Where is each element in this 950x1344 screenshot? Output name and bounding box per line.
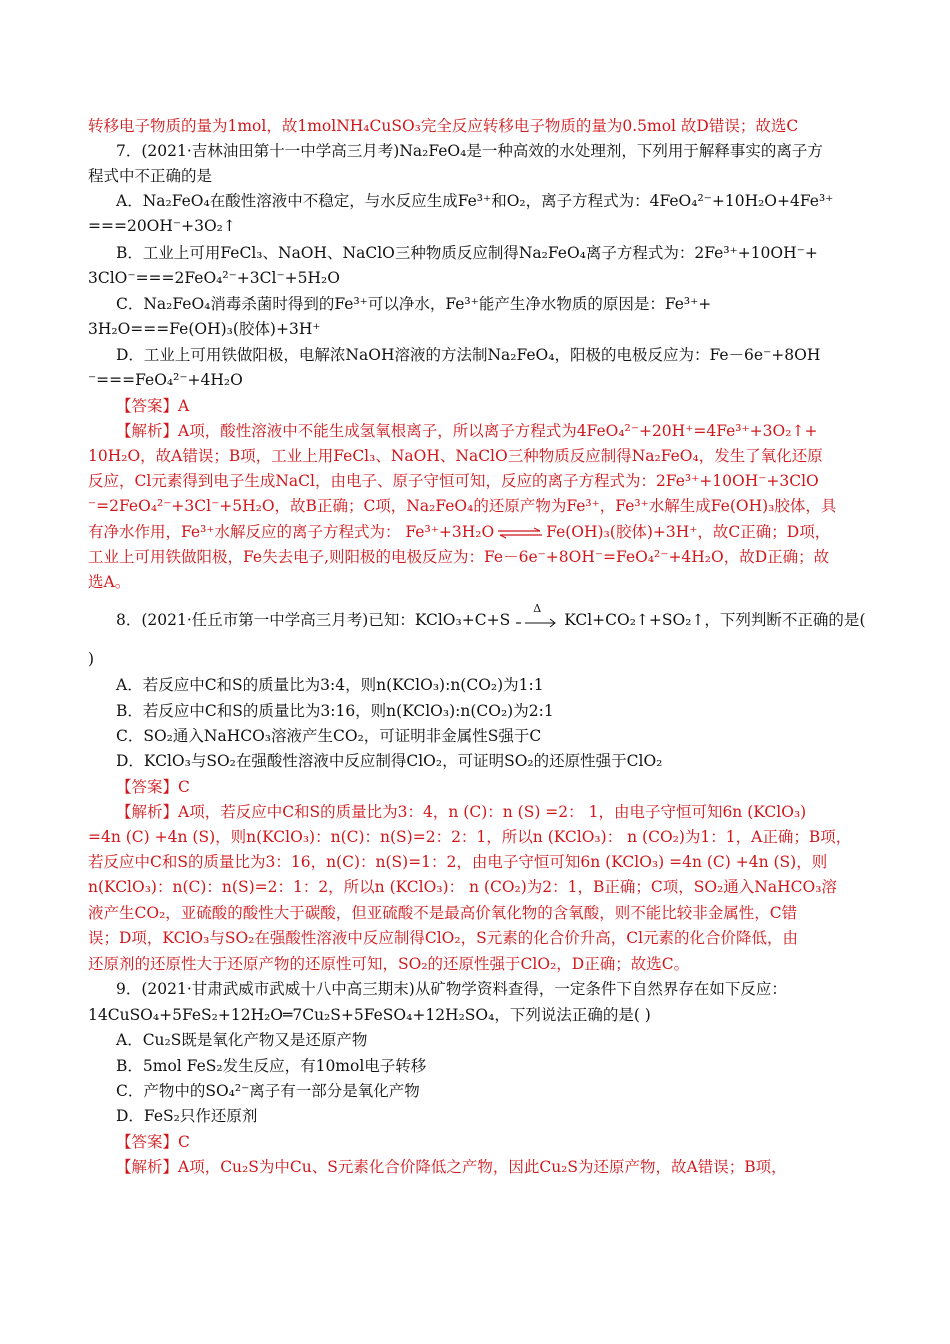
q9-answer: 【答案】C — [116, 1133, 190, 1151]
q7-analysis-line4: ⁻=2FeO₄²⁻+3Cl⁻+5H₂O，故B正确；C项，Na₂FeO₄的还原产物为Fe³⁺，Fe³⁺水解生成Fe(OH)₃胶体，具 — [88, 497, 837, 515]
q7-stem-line1: 7．(2021·吉林油田第十一中学高三月考)Na₂FeO₄是一种高效的水处理剂，下列用于解释事实的离子方 — [116, 142, 823, 160]
q7-option-b-line2: 3ClO⁻===2FeO₄²⁻+3Cl⁻+5H₂O — [88, 269, 340, 287]
q8-stem-line2: ) — [88, 650, 95, 668]
heat-symbol: Δ — [533, 602, 542, 615]
q7-option-d-line2: ⁻===FeO₄²⁻+4H₂O — [88, 371, 243, 389]
q7-option-b-line1: B．工业上可用FeCl₃、NaOH、NaClO三种物质反应制得Na₂FeO₄离子方程式为：2Fe³⁺+10OH⁻+ — [116, 244, 818, 262]
q8-option-a: A．若反应中C和S的质量比为3:4，则n(KClO₃):n(CO₂)为1:1 — [116, 676, 544, 694]
q7-analysis-line3: 反应，Cl元素得到电子生成NaCl，由电子、原子守恒可知，反应的离子方程式为：2Fe³⁺+10OH⁻+3ClO — [88, 472, 819, 490]
q8-analysis-line1: 【解析】A项，若反应中C和S的质量比为3：4，n (C)：n (S) =2： 1，由电子守恒可知6n (KClO₃) — [116, 803, 807, 821]
intro-text: 转移电子物质的量为1mol，故1molNH₄CuSO₃完全反应转移电子物质的量为0.5mol 故D错误；故选C — [88, 117, 799, 135]
q7-analysis-line1: 【解析】A项，酸性溶液中不能生成氢氧根离子，所以离子方程式为4FeO₄²⁻+20H⁺=4Fe³⁺+3O₂↑+ — [116, 422, 818, 440]
q7-analysis-line5-left: 有净水作用，Fe³⁺水解反应的离子方程式为： Fe³⁺+3H₂O — [88, 523, 495, 541]
heat-arrow — [514, 602, 560, 632]
q7-option-c-line1: C．Na₂FeO₄消毒杀菌时得到的Fe³⁺可以净水，Fe³⁺能产生净水物质的原因是：Fe³⁺+ — [116, 295, 712, 313]
q8-analysis-line7: 还原剂的还原性大于还原产物的还原性可知，SO₂的还原性强于ClO₂，D正确；故选C。 — [88, 955, 690, 973]
q7-analysis-line2: 10H₂O，故A错误；B项，工业上用FeCl₃、NaOH、NaClO三种物质反应制得Na₂FeO₄，发生了氧化还原 — [88, 447, 823, 465]
q7-option-a-line2: ===20OH⁻+3O₂↑ — [88, 217, 236, 235]
q9-option-c: C．产物中的SO₄²⁻离子有一部分是氧化产物 — [116, 1082, 420, 1100]
q8-stem-line1 — [116, 602, 866, 632]
q8-option-b: B．若反应中C和S的质量比为3:16，则n(KClO₃):n(CO₂)为2:1 — [116, 702, 554, 720]
q9-option-b: B．5mol FeS₂发生反应，有10mol电子转移 — [116, 1057, 427, 1075]
q7-stem-line2: 程式中不正确的是 — [88, 167, 213, 185]
q9-option-d: D．FeS₂只作还原剂 — [116, 1107, 258, 1125]
q9-option-a: A．Cu₂S既是氧化产物又是还原产物 — [116, 1031, 368, 1049]
q8-stem-right: KCl+CO₂↑+SO₂↑，下列判断不正确的是( — [564, 611, 866, 629]
q7-analysis-line6: 工业上可用铁做阳极，Fe失去电子,则阳极的电极反应为：Fe－6e⁻+8OH⁻=FeO₄²⁻+4H₂O，故D正确；故 — [88, 548, 830, 566]
q7-analysis-line5-right: Fe(OH)₃(胶体)+3H⁺，故C正确；D项， — [546, 523, 831, 541]
equilibrium-arrow-icon — [496, 527, 544, 539]
q8-analysis-line4: n(KClO₃)：n(C)：n(S)=2：1：2，所以n (KClO₃)： n (CO₂)为2：1，B正确；C项，SO₂通入NaHCO₃溶 — [88, 878, 837, 896]
q8-option-d: D．KClO₃与SO₂在强酸性溶液中反应制得ClO₂，可证明SO₂的还原性强于ClO₂ — [116, 752, 663, 770]
q7-analysis-line5 — [88, 521, 830, 543]
q8-stem-left: 8．(2021·任丘市第一中学高三月考)已知：KClO₃+C+S — [116, 611, 511, 629]
q8-answer: 【答案】C — [116, 778, 190, 796]
q8-analysis-line5: 液产生CO₂，亚硫酸的酸性大于碳酸，但亚硫酸不是最高价氧化物的含氧酸，则不能比较非金属性，C错 — [88, 904, 798, 922]
q9-stem-line1: 9．(2021·甘肃武威市武威十八中高三期末)从矿物学资料查得，一定条件下自然界存在如下反应： — [116, 980, 787, 998]
q8-analysis-line6: 误；D项，KClO₃与SO₂在强酸性溶液中反应制得ClO₂，S元素的化合价升高，Cl元素的化合价降低，由 — [88, 929, 799, 947]
q7-option-a-line1: A．Na₂FeO₄在酸性溶液中不稳定，与水反应生成Fe³⁺和O₂，离子方程式为：4FeO₄²⁻+10H₂O+4Fe³⁺ — [116, 192, 834, 210]
q7-option-c-line2: 3H₂O===Fe(OH)₃(胶体)+3H⁺ — [88, 320, 321, 338]
q8-option-c: C．SO₂通入NaHCO₃溶液产生CO₂，可证明非金属性S强于C — [116, 727, 542, 745]
q7-answer: 【答案】A — [116, 397, 190, 415]
q9-analysis-line1: 【解析】A项，Cu₂S为中Cu、S元素化合价降低之产物，因此Cu₂S为还原产物，故A错误；B项， — [116, 1158, 787, 1176]
q7-option-d-line1: D．工业上可用铁做阳极，电解浓NaOH溶液的方法制Na₂FeO₄，阳极的电极反应为：Fe－6e⁻+8OH — [116, 346, 821, 364]
q7-analysis-line7: 选A。 — [88, 573, 131, 591]
q8-analysis-line3: 若反应中C和S的质量比为3：16，n(C)：n(S)=1：2，由电子守恒可知6n (KClO₃) =4n (C) +4n (S)，则 — [88, 853, 828, 871]
q9-stem-line2: 14CuSO₄+5FeS₂+12H₂O═7Cu₂S+5FeSO₄+12H₂SO₄，下列说法正确的是( ) — [88, 1006, 651, 1024]
q8-analysis-line2: =4n (C) +4n (S)，则n(KClO₃)：n(C)：n(S)=2：2：1，所以n (KClO₃)： n (CO₂)为1：1，A正确；B项， — [88, 828, 852, 846]
